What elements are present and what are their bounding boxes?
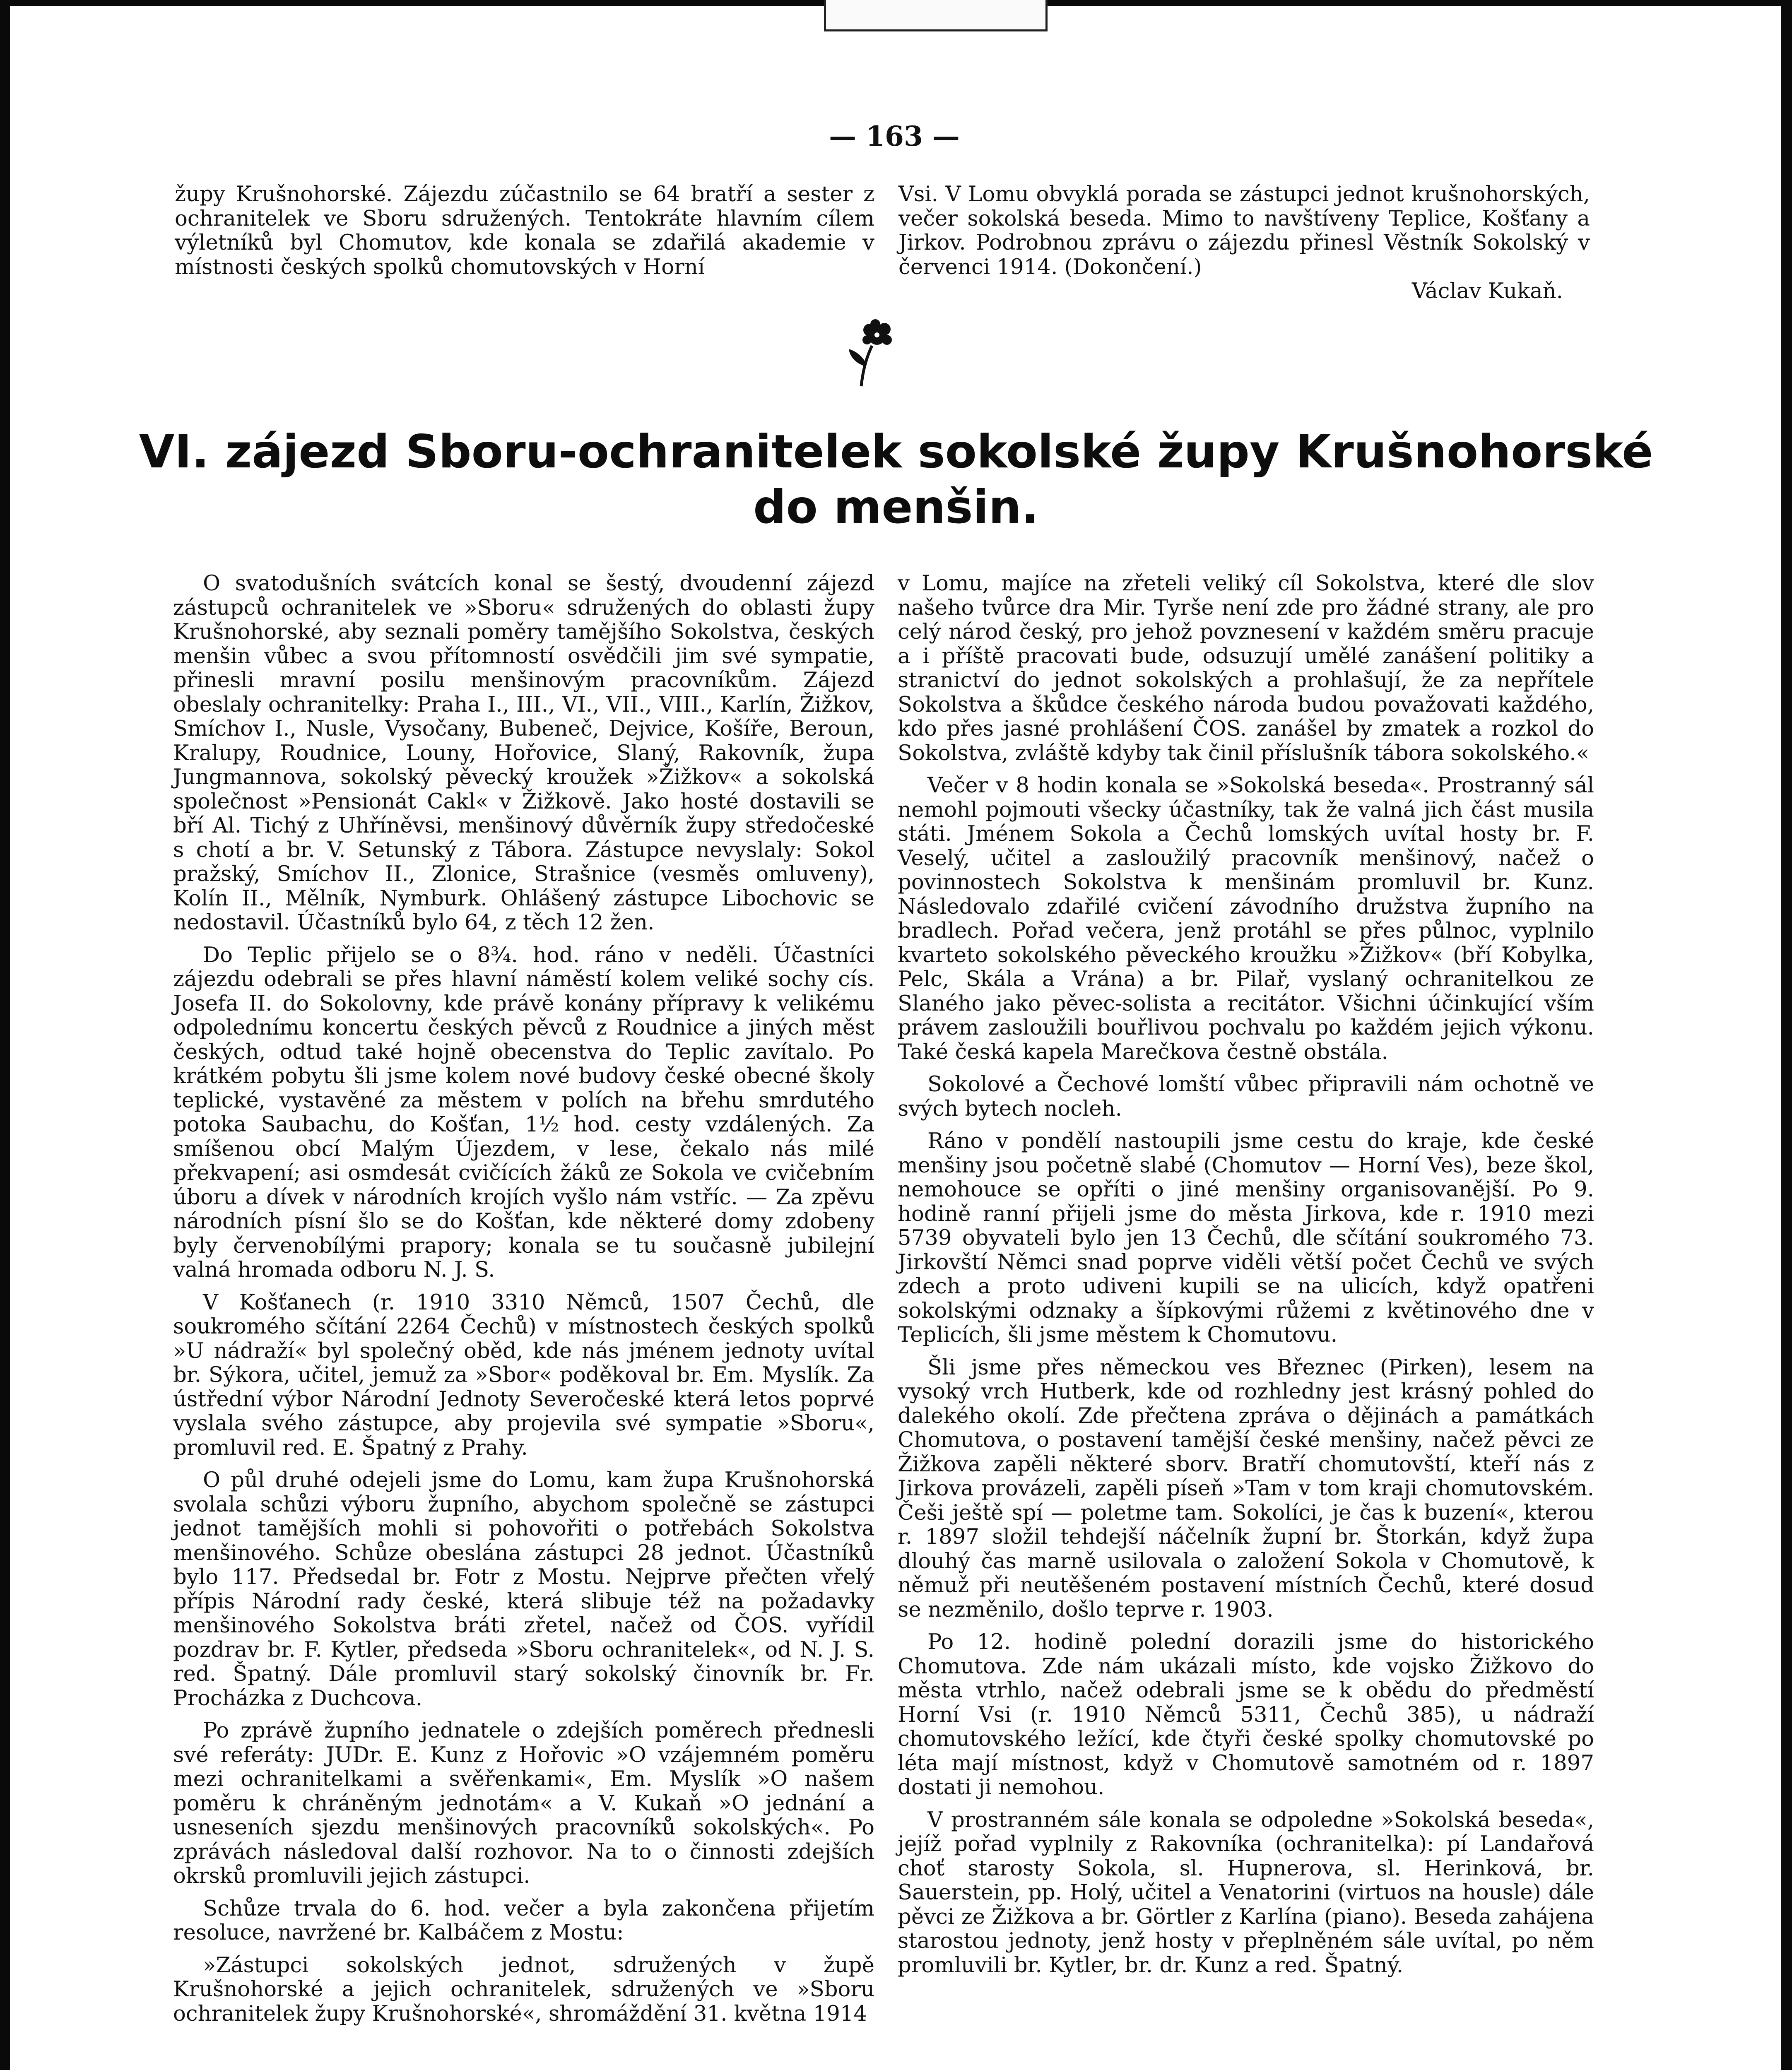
page-number: — 163 —	[829, 120, 960, 152]
author-signature: Václav Kukaň.	[1411, 279, 1563, 303]
paragraph: O půl druhé odejeli jsme do Lomu, kam župa Krušnohorská svolala schůzi výboru župního, abychom společně se zástupci jednot tamějších mohli si pohovořiti o potřebách Sokolstva menšinového. Schůze obeslána zástupci 28 jednot. Účastníků bylo 117. Předsedal br. Fotr z Mostu. Nejprve přečten vřelý přípis Národní rady české, která slibuje též na požadavky menšinového Sokolstva bráti zřetel, načež od ČOS. vyřídil pozdrav br. F. Kytler, předseda »Sboru ochranitelek«, od N. J. S. red. Špatný. Dále promluvil starý sokolský činovník br. Fr. Procházka z Duchcova.	[173, 1468, 874, 1711]
continued-text-right	[898, 182, 1590, 303]
continued-text-left	[175, 182, 874, 279]
article-column-left	[173, 571, 874, 2026]
paragraph: »Zástupci sokolských jednot, sdružených v župě Krušnohorské a jejich ochranitelek, sdružených ve »Sboru ochranitelek župy Krušnohorské«, shromáždění 31. května 1914	[173, 1952, 874, 2026]
paragraph: Schůze trvala do 6. hod. večer a byla zakončena přijetím resoluce, navržené br. Kalbáčem z Mostu:	[173, 1896, 874, 1945]
paragraph: Po 12. hodině polední dorazili jsme do historického Chomutova. Zde nám ukázali místo, kde vojsko Žižkovo do města vtrhlo, načež odebrali jsme se k obědu do předměstí Horní Vsi (r. 1910 Němců 5311, Čechů 385), u nádraží chomutovského ležící, kde čtyři české spolky chomutovské po léta mají místnost, když v Chomutově samotném od r. 1897 dostati ji nemohou.	[898, 1630, 1594, 1800]
paragraph: v Lomu, majíce na zřeteli veliký cíl Sokolstva, které dle slov našeho tvůrce dra Mir. Tyrše není zde pro žádné strany, ale pro celý národ český, pro jehož povznesení v každém směru pracuje a i příště pracovati bude, odsuzují umělé zanášení politiky a stranictví do jednot sokolských a prohlašují, že za nepřítele Sokolstva a škůdce českého národa budou považovati každého, kdo přes jasné prohlášení ČOS. zanášel by zmatek a rozkol do Sokolstva, zvláště kdyby tak činil příslušník tábora sokolského.«	[898, 571, 1594, 765]
paragraph: Šli jsme přes německou ves Březnec (Pirken), lesem na vysoký vrch Hutberk, kde od rozhledny jest krásný pohled do dalekého okolí. Zde přečtena zpráva o dějinách a památkách Chomutova, o postavení tamější české menšiny, načež pěvci ze Žižkova zapěli některé sborv. Bratří chomutovští, kteří nás z Jirkova provázeli, zapěli píseň »Tam v tom kraji chomutovském. Češi ještě spí — poletme tam. Sokolíci, je čas k buzení«, kterou r. 1897 složil tehdejší náčelník župní br. Štorkán, když župa dlouhý čas marně usilovala o založení Sokola v Chomutově, k němuž při neutěšeném postavení místních Čechů, které dosud se nezměnilo, došlo teprve r. 1903.	[898, 1355, 1594, 1622]
paragraph: O svatodušních svátcích konal se šestý, dvoudenní zájezd zástupců ochranitelek ve »Sboru« sdružených do oblasti župy Krušnohorské, aby seznali poměry tamějšího Sokolstva, českých menšin vůbec a svou přítomností osvědčili jim své sympatie, přinesli mravní posilu menšinovým pracovníkům. Zájezd obeslaly ochranitelky: Praha I., III., VI., VII., VIII., Karlín, Žižkov, Smíchov I., Nusle, Vysočany, Bubeneč, Dejvice, Košíře, Beroun, Kralupy, Roudnice, Louny, Hořovice, Slaný, Rakovník, župa Jungmannova, sokolský pěvecký kroužek »Žižkov« a sokolská společnost »Pensionát Cakl« v Žižkově. Jako hosté dostavili se bří Al. Tichý z Uhříněvsi, menšinový důvěrník župy středočeské s chotí a br. V. Setunský z Tábora. Zástupce nevyslaly: Sokol pražský, Smíchov II., Zlonice, Strašnice (vesměs omluveny), Kolín II., Mělník, Nymburk. Ohlášený zástupce Libochovic se nedostavil. Účastníků bylo 64, z těch 12 žen.	[173, 571, 874, 935]
continued-paragraph: Vsi. V Lomu obvyklá porada se zástupci jednot krušnohorských, večer sokolská beseda. Mimo to navštíveny Teplice, Košťany a Jirkov. Podrobnou zprávu o zájezdu přinesl Věstník Sokolský v červenci 1914. (Dokončení.)	[898, 182, 1590, 279]
article-title: VI. zájezd Sboru-ochranitelek sokolské župy Krušnohorské do menšin.	[139, 425, 1653, 534]
paragraph: Večer v 8 hodin konala se »Sokolská beseda«. Prostranný sál nemohl pojmouti všecky účastníky, tak že valná jich část musila státi. Jménem Sokola a Čechů lomských uvítal hosty br. F. Veselý, učitel a zasloužilý pracovník menšinový, načež o povinnostech Sokolstva k menšinám promluvil br. Kunz. Následovalo zdařilé cvičení závodního družstva župního na bradlech. Pořad večera, jenž protáhl se přes půlnoc, vyplnilo kvarteto sokolského pěveckého kroužku »Žižkov« (bří Kobylka, Pelc, Skála a Vrána) a br. Pilař, vyslaný ochranitelkou ze Slaného jako pěvec-solista a recitátor. Všichni účinkující vším právem zasloužili bouřlivou pochvalu po každém jejich výkonu. Také česká kapela Marečkova čestně obstála.	[898, 773, 1594, 1064]
paragraph: Ráno v pondělí nastoupili jsme cestu do kraje, kde české menšiny jsou početně slabé (Chomutov — Horní Ves), beze škol, nemohouce se opříti o jiné menšiny organisovanější. Po 9. hodině ranní přijeli jsme do města Jirkova, kde r. 1910 mezi 5739 obyvateli bylo jen 13 Čechů, dle sčítání soukromého 73. Jirkovští Němci snad poprve viděli větší počet Čechů ve svých zdech a proto udiveni kupili se na ulicích, když opatřeni sokolskými odznaky a šípkovými růžemi z květinového dne v Teplicích, šli jsme městem k Chomutovu.	[898, 1129, 1594, 1347]
paragraph: V prostranném sále konala se odpoledne »Sokolská beseda«, jejíž pořad vyplnily z Rakovníka (ochranitelka): pí Landařová choť starosty Sokola, sl. Hupnerova, sl. Herinková, br. Sauerstein, pp. Holý, učitel a Venatorini (virtuos na housle) dále pěvci ze Žižkova a br. Görtler z Karlína (piano). Beseda zahájena starostou jednoty, jenž hosty v přeplněném sále uvítal, po něm promluvili br. Kytler, br. dr. Kunz a red. Špatný.	[898, 1807, 1594, 1978]
paragraph: V Košťanech (r. 1910 3310 Němců, 1507 Čechů, dle soukromého sčítání 2264 Čechů) v místnostech českých spolků »U nádraží« byl společný oběd, kde nás jménem jednoty uvítal br. Sýkora, učitel, jemuž za »Sbor« poděkoval br. Em. Myslík. Za ústřední výbor Národní Jednoty Severočeské která letos poprvé vyslala svého zástupce, aby projevila své sympatie »Sboru«, promluvil red. E. Špatný z Prahy.	[173, 1290, 874, 1460]
paragraph: Po zprávě župního jednatele o zdejších poměrech přednesli své referáty: JUDr. E. Kunz z Hořovic »O vzájemném poměru mezi ochranitelkami a svěřenkami«, Em. Myslík »O našem poměru k chráněným jednotám« a V. Kukaň »O jednání a usneseních sjezdu menšinových pracovníků sokolských«. Po zprávách následoval další rozhovor. Na to o činnosti zdejších okrsků promluvili jejich zástupci.	[173, 1718, 874, 1888]
flower-ornament-icon	[845, 317, 894, 387]
continued-paragraph: župy Krušnohorské. Zájezdu zúčastnilo se 64 bratří a sester z ochranitelek ve Sboru sdružených. Tentokráte hlavním cílem výletníků byl Chomutov, kde konala se zdařilá akademie v místnosti českých spolků chomutovských v Horní	[175, 182, 874, 279]
article-column-right	[898, 571, 1594, 1977]
binding-tab	[824, 0, 1048, 31]
paragraph: Sokolové a Čechové lomští vůbec připravili nám ochotně ve svých bytech nocleh.	[898, 1072, 1594, 1121]
paragraph: Do Teplic přijelo se o 8¾. hod. ráno v neděli. Účastníci zájezdu odebrali se přes hlavní náměstí kolem veliké sochy cís. Josefa II. do Sokolovny, kde právě konány přípravy k velikému odpolednímu koncertu českých pěvců z Roudnice a jiných měst českých, odtud také hojně obecenstva do Teplic zavítalo. Po krátkém pobytu šli jsme kolem nové budovy české obecné školy teplické, vystavěné za městem v polích na břehu smrdutého potoka Saubachu, do Košťan, 1½ hod. cesty vzdálených. Za smíšenou obcí Malým Újezdem, v lese, čekalo nás milé překvapení; asi osmdesát cvičících žáků ze Sokola ve cvičebním úboru a dívek v národních krojích vyšlo nám vstříc. — Za zpěvu národních písní šlo se do Košťan, kde některé domy zdobeny byly červenobílými prapory; konala se tu současně jubilejní valná hromada odboru N. J. S.	[173, 942, 874, 1282]
